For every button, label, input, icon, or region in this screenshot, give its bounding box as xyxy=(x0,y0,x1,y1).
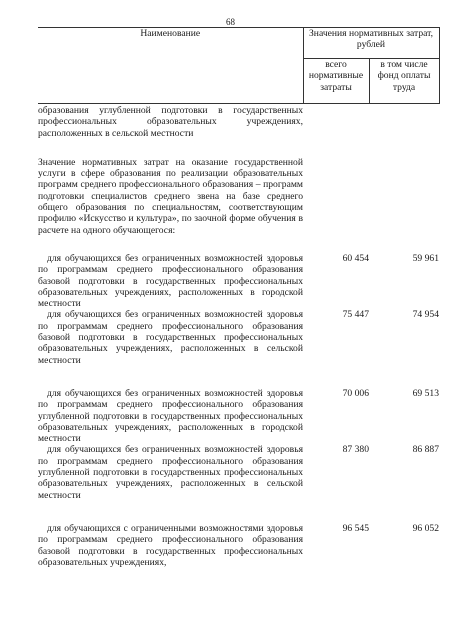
row-total: 87 380 xyxy=(342,444,369,456)
row-name: образования углубленной подготовки в государственных профессиональных образовательных учреждениях, расположенных в сельской местности xyxy=(38,105,303,139)
row-total: 70 006 xyxy=(342,387,369,399)
normative-costs-table xyxy=(38,27,440,568)
header-values: Значения нормативных затрат, рублей xyxy=(303,28,439,59)
row-total: 75 447 xyxy=(342,309,369,321)
row-name: для обучающихся без ограниченных возможностей здоровья по программам среднего профессионального образования углубленной подготовки в государственных профессиональных образовательных учреждениях, расположенных в сельской местности xyxy=(38,444,303,501)
table-row xyxy=(38,253,439,309)
row-wage-fund xyxy=(369,104,439,157)
page-number: 68 xyxy=(226,17,235,27)
row-total: 96 545 xyxy=(342,522,369,534)
table-row xyxy=(38,523,439,568)
table-row xyxy=(38,157,439,253)
row-name: для обучающихся без ограниченных возможностей здоровья по программам среднего профессионального образования базовой подготовки в государственных профессиональных образовательных учреждениях, расположенных в городской местности xyxy=(38,252,303,310)
row-name: для обучающихся с ограниченными возможностями здоровья по программам среднего профессионального образования базовой подготовки в государственных профессиональных образовательных учреждениях, xyxy=(38,522,303,568)
header-total: всего нормативные затраты xyxy=(303,59,369,104)
row-wage-fund: 96 052 xyxy=(412,522,439,534)
row-wage-fund xyxy=(369,157,439,253)
row-wage-fund: 74 954 xyxy=(412,309,439,321)
table-row xyxy=(38,104,439,157)
table-row xyxy=(38,309,439,387)
header-wage-fund: в том числе фонд оплаты труда xyxy=(369,59,439,104)
row-name: для обучающихся без ограниченных возможностей здоровья по программам среднего профессионального образования углубленной подготовки в государственных профессиональных образовательных учреждениях, расположенных в городской местности xyxy=(38,387,303,445)
header-name: Наименование xyxy=(38,28,303,104)
table-row xyxy=(38,444,439,522)
row-wage-fund: 69 513 xyxy=(412,387,439,399)
row-total xyxy=(303,157,369,253)
row-name: Значение нормативных затрат на оказание государственной услуги в сфере образования по реализации образовательных программ среднего профессионального образования – программ подготовки специалистов среднего звена на базе среднего общего образования по специальностям, соответствующим профилю «Искусство и культура», по заочной форме обучения в расчете на одного обучающегося: xyxy=(38,156,303,236)
row-name: для обучающихся без ограниченных возможностей здоровья по программам среднего профессионального образования базовой подготовки в государственных профессиональных образовательных учреждениях, расположенных в сельской местности xyxy=(38,309,303,366)
row-total: 60 454 xyxy=(342,252,369,264)
row-wage-fund: 86 887 xyxy=(412,444,439,456)
row-wage-fund: 59 961 xyxy=(412,252,439,264)
row-total xyxy=(303,104,369,157)
table-header-row xyxy=(38,28,439,59)
table-row xyxy=(38,388,439,444)
